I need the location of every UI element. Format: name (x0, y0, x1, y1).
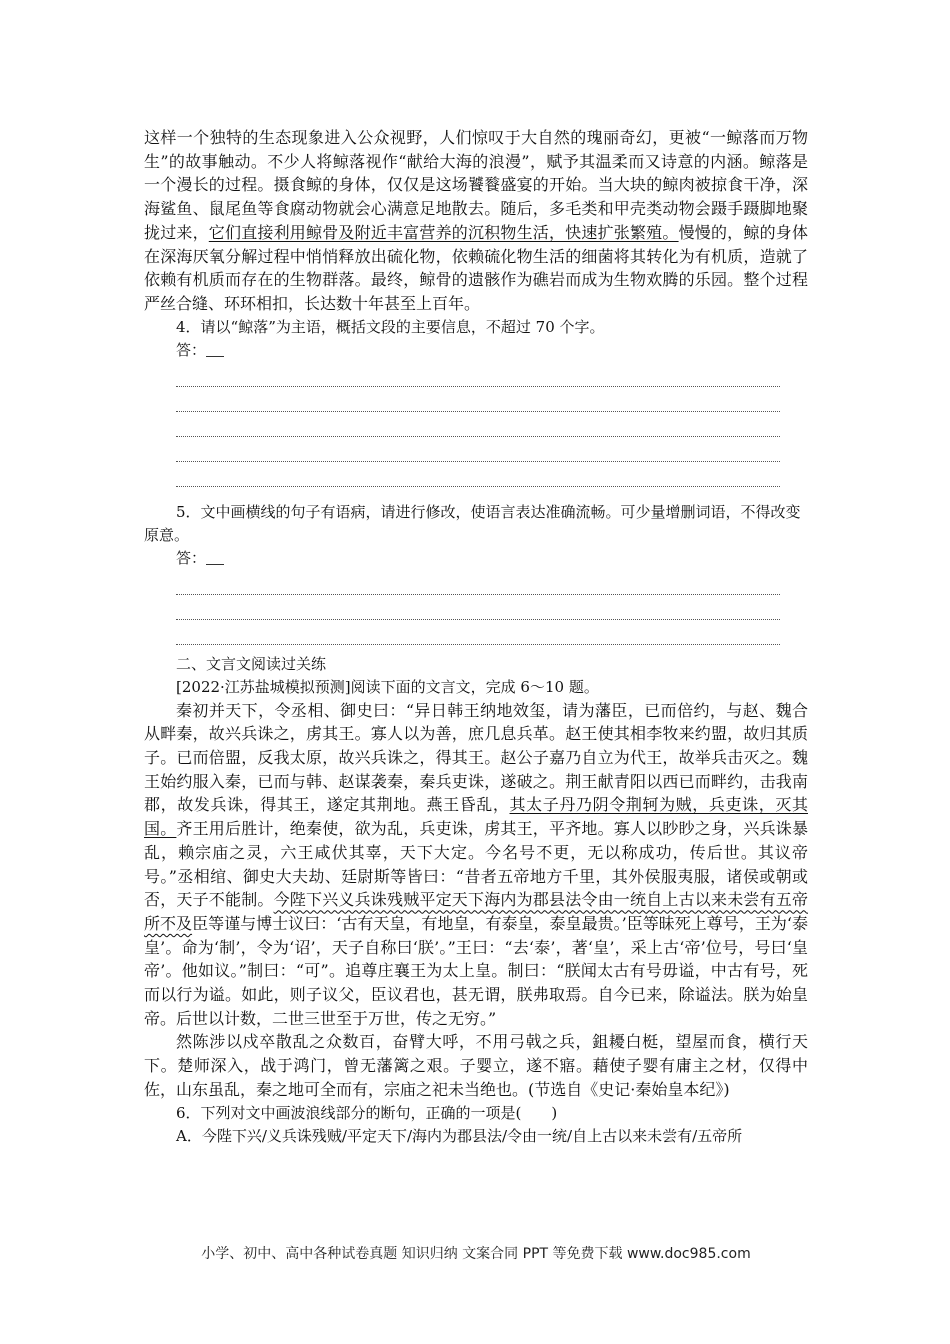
answer-lines-5[interactable] (176, 570, 780, 645)
section-source: [2022·江苏盐城模拟预测]阅读下面的文言文，完成 6～10 题。 (176, 677, 599, 696)
answer-line[interactable] (176, 437, 780, 462)
classical-text-c: 臣等谨与博士议曰：‘古有天皇，有地皇，有泰皇，泰皇最贵。’臣等昧死上尊号，王为‘泰皇’。命为‘制’，令为‘诏’，天子自称曰‘朕’。”王曰：“去‘泰’，著‘皇’，采上古‘帝’位号，号曰‘皇帝’。他如议。”制曰：“可”。追尊庄襄王为太上皇。制曰：“朕闻太古有号毋谥，中古有号，死而以行为谥。如此，则子议父，臣议君也，甚无谓，朕弗取焉。自今已来，除谥法。朕为始皇帝。后世以计数，二世三世至于万世，传之无穷。” (144, 913, 808, 1028)
classical-text-b: 齐王用后胜计，绝秦使，欲为乱，兵吏诛，虏其王，平齐地。寡人以眇眇之身，兴兵诛暴乱，赖宗庙之灵，六王咸伏其辜，天下大定。今名号不更，无以称成功，传后世。其议帝号。”丞相绾、御史大夫劫、廷尉斯等皆曰：“昔者五帝地方千里，其外侯服夷服，诸侯或朝或否，天子不能制。 (144, 819, 808, 910)
question-4: 4．请以“鲸落”为主语，概括文段的主要信息，不超过 70 个字。 (176, 317, 605, 336)
answer-line[interactable] (176, 387, 780, 412)
underlined-sentence: 它们直接利用鲸骨及附近丰富营养的沉积物生活，快速扩张繁殖。 (208, 222, 679, 242)
section-title: 二、文言文阅读过关练 (176, 654, 327, 673)
answer-blank[interactable] (206, 344, 224, 357)
answer-label: 答： (176, 340, 207, 359)
classical-text: 秦初并天下，令丞相、御史曰：“异日韩王纳地效玺，请为藩臣，已而倍约，与赵、魏合从畔秦，故兴兵诛之，虏其王。寡人以为善，庶几息兵革。赵王使其相李牧来约盟，故归其质子。已而倍盟，反我太原，故兴兵诛之，得其王。赵公子嘉乃自立为代王，故举兵击灭之。魏王始约服入秦，已而与韩、赵谋袭秦，秦兵吏诛，遂破之。荆王献青阳以西已而畔约，击我南郡，故发兵诛，得其王，遂定其荆地。燕王昏乱， (144, 700, 808, 815)
passage-text-continued: 慢慢的，鲸的身体在深海厌氧分解过程中悄悄释放出硫化物，依赖硫化物生活的细菌将其转化为有机质，造就了依赖有机质而存在的生物群落。最终，鲸骨的遗骸作为礁岩而成为生物欢腾的乐园。整个过程严丝合缝、环环相扣，长达数十年甚至上百年。 (144, 222, 808, 313)
answer-lines-4[interactable] (176, 362, 780, 487)
answer-row-4 (144, 339, 808, 362)
option-a[interactable]: A．今陛下兴/义兵诛残贼/平定天下/海内为郡县法/令由一统/自上古以来未尝有/五帝所 (176, 1126, 743, 1145)
classical-passage-2: 然陈涉以戍卒散乱之众数百，奋臂大呼，不用弓戟之兵，鉏耰白梃，望屋而食，横行天下。楚师深入，战于鸿门，曾无藩篱之艰。子婴立，遂不寤。藉使子婴有庸主之材，仅得中佐，山东虽乱，秦之地可全而有，宗庙之祀未当绝也。(节选自《史记·秦始皇本纪》) (144, 1032, 808, 1099)
passage-whale-fall (144, 126, 808, 316)
answer-blank[interactable] (206, 552, 224, 565)
answer-row-5 (144, 547, 808, 570)
passage-text: 这样一个独特的生态现象进入公众视野，人们惊叹于大自然的瑰丽奇幻，更被“一鲸落而万物生”的故事触动。不少人将鲸落视作“献给大海的浪漫”，赋予其温柔而又诗意的内涵。鲸落是一个漫长的过程。摄食鲸的身体，仅仅是这场饕餮盛宴的开始。当大块的鲸肉被掠食干净，深海鲨鱼、鼠尾鱼等食腐动物就会心满意足地散去。随后，多毛类和甲壳类动物会蹑手蹑脚地聚拢过来， (144, 128, 808, 242)
question-6: 6．下列对文中画波浪线部分的断句，正确的一项是( ) (176, 1103, 558, 1122)
wavy-underlined-text: 今陛下兴义兵诛残贼平定天下海内为郡县法令由一统自上古以来未尝有五帝所不及 (144, 890, 808, 933)
page-footer: 小学、初中、高中各种试卷真题 知识归纳 文案合同 PPT 等免费下载 www.doc985.com (201, 1246, 751, 1262)
classical-passage (144, 699, 808, 1031)
answer-line[interactable] (176, 462, 780, 487)
answer-line[interactable] (176, 570, 780, 595)
answer-line[interactable] (176, 620, 780, 645)
document-page (144, 126, 808, 1148)
underlined-sentence: 其太子丹乃阴令荆轲为贼，兵吏诛，灭其国。 (144, 795, 808, 839)
answer-line[interactable] (176, 412, 780, 437)
answer-line[interactable] (176, 362, 780, 387)
question-5: 5．文中画横线的句子有语病，请进行修改，使语言表达准确流畅。可少量增删词语，不得改变原意。 (144, 502, 801, 544)
answer-line[interactable] (176, 595, 780, 620)
answer-label: 答： (176, 548, 207, 567)
